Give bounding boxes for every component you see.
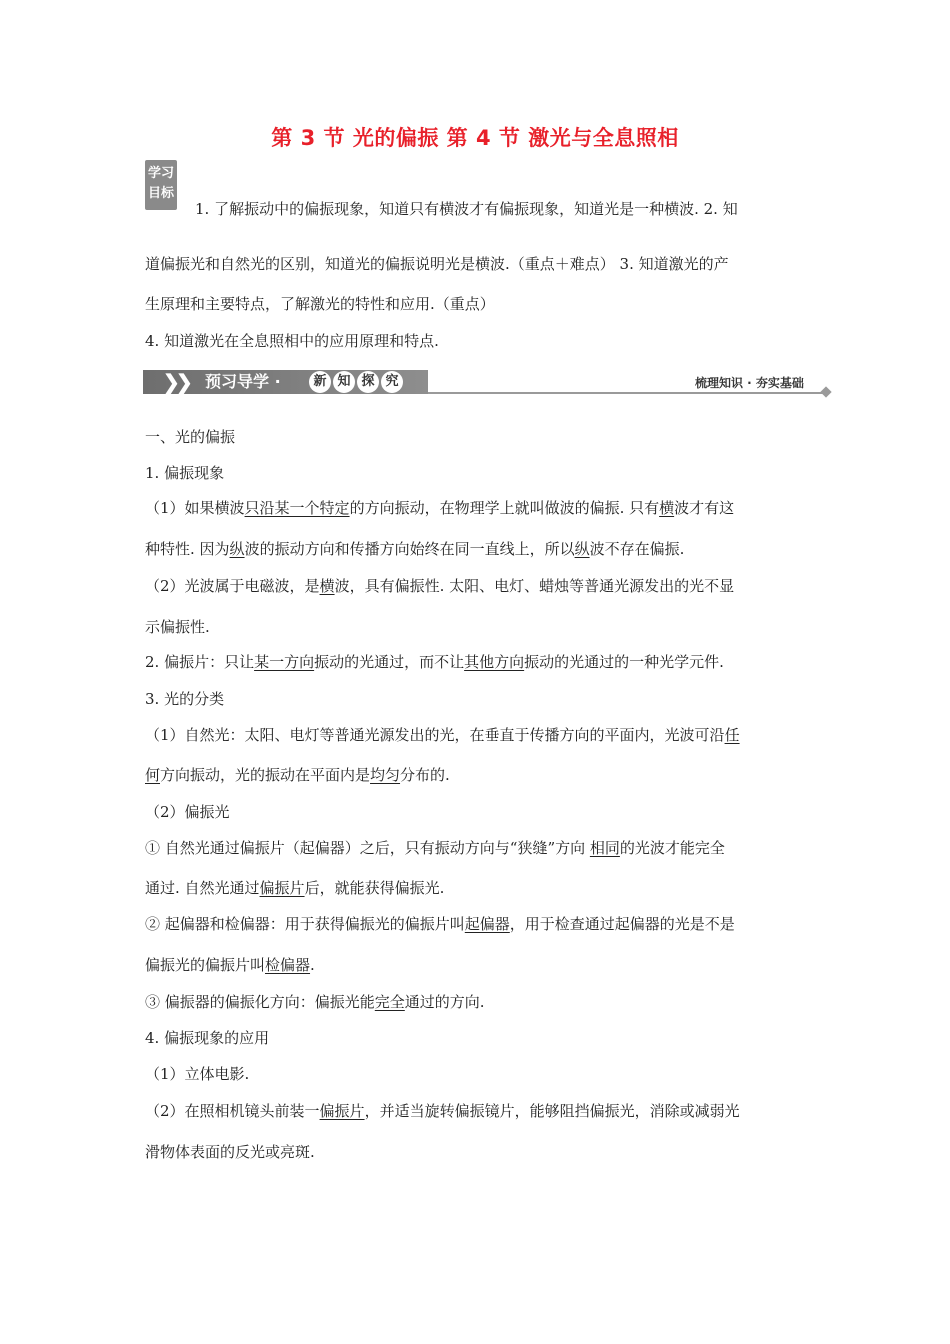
answer-blank: 横 [319,577,335,595]
content-line [145,878,444,898]
content-line [145,539,684,559]
answer-blank: 只沿某一个特定 [244,499,350,517]
text-segment: 滑物体表面的反光或亮斑. [145,1143,315,1161]
text-segment: （2）光波属于电磁波，是 [145,577,320,595]
text-segment: 通过. 自然光通过 [145,879,260,897]
goal-line: 生原理和主要特点，了解激光的特性和应用.（重点） [145,295,495,313]
text-segment: 4. 偏振现象的应用 [145,1029,270,1047]
text-segment: 波的振动方向和传播方向始终在同一直线上，所以 [244,540,575,558]
answer-blank: 任 [724,726,740,744]
text-segment: 分布的. [400,766,450,784]
answer-blank: 某一方向 [254,653,315,671]
badge-line-1: 学习 [147,166,174,181]
text-segment: 2. 偏振片：只让 [145,653,255,671]
banner-circle-group [309,371,403,393]
text-segment: ，用于检查通过起偏器的光是不是 [509,915,735,933]
text-segment: ③ 偏振器的偏振化方向：偏振光能 [145,993,375,1011]
content-line [145,1064,249,1084]
banner-circle-char: 新 [309,371,331,393]
content-line [145,1142,315,1162]
content-line [145,955,315,975]
learning-goal-badge [145,160,177,210]
section-banner [143,368,833,398]
content-line [145,765,450,785]
text-segment: ，并适当旋转偏振镜片，能够阻挡偏振光，消除或减弱光 [364,1102,740,1120]
chevron-right-icon: ❯ [176,370,193,394]
banner-label: 预习导学 · [205,372,281,391]
chevron-right-icon: ❯ [163,370,180,394]
content-line [145,652,724,672]
text-segment: 的方向振动，在物理学上就叫做波的偏振. 只有 [349,499,660,517]
content-line [145,725,740,745]
text-segment: ① 自然光通过偏振片（起偏器）之后，只有振动方向与“狭缝”方向 [145,839,590,857]
text-segment: （1）自然光：太阳、电灯等普通光源发出的光，在垂直于传播方向的平面内，光波可沿 [145,726,725,744]
text-segment: 1. 偏振现象 [145,464,225,482]
banner-rule [428,392,826,394]
text-segment: （2）偏振光 [145,803,230,821]
goal-line: 1. 了解振动中的偏振现象，知道只有横波才有偏振现象，知道光是一种横波. 2. 知 [195,200,738,218]
page-title: 第 3 节 光的偏振 第 4 节 激光与全息照相 [271,126,679,150]
answer-blank: 均匀 [370,766,401,784]
text-segment: ② 起偏器和检偏器：用于获得偏振光的偏振片叫 [145,915,465,933]
banner-circle-char: 究 [381,371,403,393]
banner-right-label: 梳理知识 · 夯实基础 [695,376,804,390]
answer-blank: 相同 [589,839,620,857]
goal-line: 4. 知道激光在全息照相中的应用原理和特点. [145,332,439,350]
text-segment: 一、光的偏振 [145,428,236,446]
content-line [145,689,224,709]
text-segment: 通过的方向. [404,993,485,1011]
content-line [145,617,210,637]
text-segment: 振动的光通过的一种光学元件. [524,653,724,671]
content-line [145,992,485,1012]
text-segment: 振动的光通过，而不让 [314,653,465,671]
answer-blank: 偏振片 [259,879,305,897]
text-segment: （1）如果横波 [145,499,245,517]
text-segment: 3. 光的分类 [145,690,225,708]
answer-blank: 起偏器 [464,915,510,933]
answer-blank: 检偏器 [265,956,311,974]
content-line [145,463,224,483]
content-line [145,914,735,934]
answer-blank: 其他方向 [464,653,525,671]
text-segment: 后，就能获得偏振光. [304,879,445,897]
text-segment: 波，具有偏振性. 太阳、电灯、蜡烛等普通光源发出的光不显 [334,577,735,595]
goal-line: 道偏振光和自然光的区别，知道光的偏振说明光是横波.（重点＋难点） 3. 知道激光的产 [145,255,729,273]
text-segment: （1）立体电影. [145,1065,250,1083]
content-line [145,802,230,822]
text-segment: 示偏振性. [145,618,210,636]
content-line [145,838,725,858]
answer-blank: 完全 [374,993,405,1011]
answer-blank: 偏振片 [319,1102,365,1120]
banner-circle-char: 探 [357,371,379,393]
text-segment: 波不存在偏振. [589,540,685,558]
content-line [145,427,235,447]
answer-blank: 横 [659,499,675,517]
content-line [145,1101,740,1121]
banner-circle-char: 知 [333,371,355,393]
text-segment: 的光波才能完全 [619,839,725,857]
text-segment: 种特性. 因为 [145,540,230,558]
answer-blank: 纵 [574,540,590,558]
text-segment: （2）在照相机镜头前装一 [145,1102,320,1120]
text-segment: 波才有这 [674,499,735,517]
content-line [145,576,734,596]
text-segment: 偏振光的偏振片叫 [145,956,266,974]
diamond-icon [820,386,831,397]
text-segment: 方向振动，光的振动在平面内是 [160,766,371,784]
content-line [145,498,734,518]
answer-blank: 何 [145,766,161,784]
answer-blank: 纵 [229,540,245,558]
text-segment: . [310,956,315,974]
badge-line-2: 目标 [147,186,174,201]
content-line [145,1028,269,1048]
